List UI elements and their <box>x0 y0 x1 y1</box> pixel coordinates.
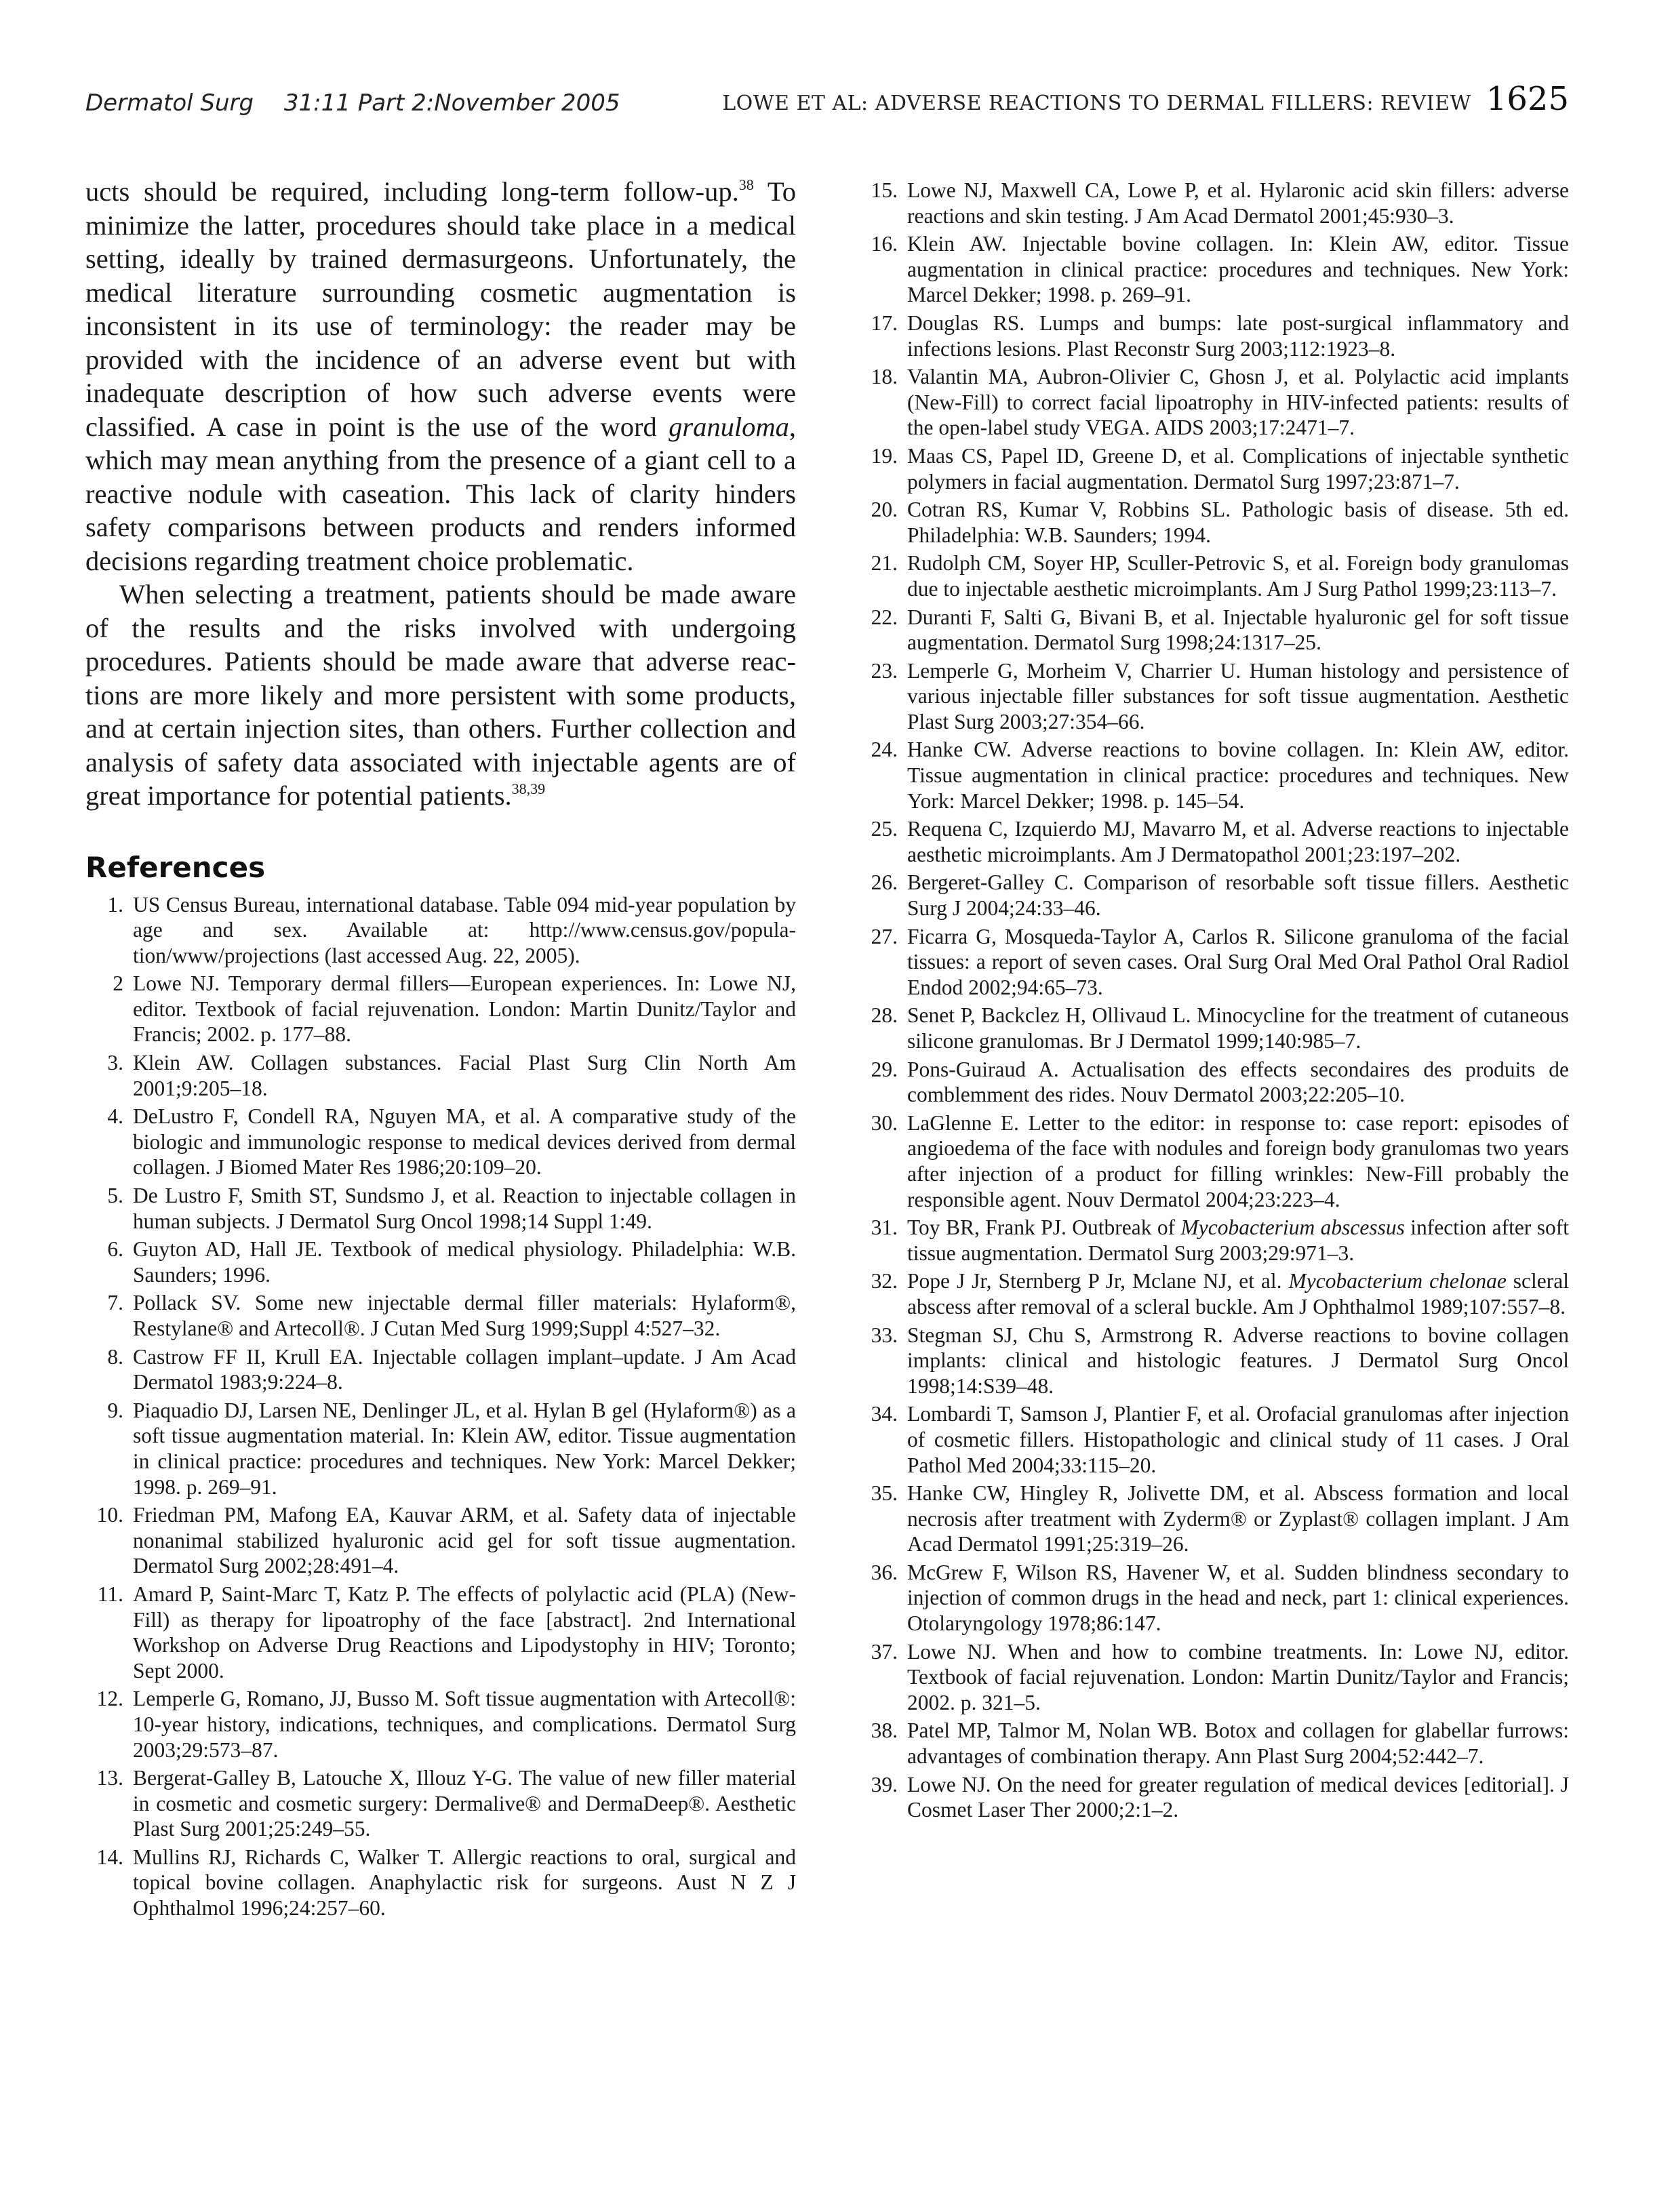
body-text: ucts should be required, including long-term follow-up. <box>85 176 739 207</box>
reference-number: 36. <box>871 1560 898 1584</box>
right-column <box>856 178 1569 1826</box>
reference-text: Rudolph CM, Soyer HP, Sculler-Petrovic S, et al. Foreign body granulomas due to injectable aesthetic microimplants. Am J Surg Pathol 1999;23:113–7. <box>907 551 1569 601</box>
reference-text: Lemperle G, Romano, JJ, Busso M. Soft tissue augmentation with Artecoll®: 10-year history, indications, techniques, and complications. Dermatol Surg 2003;29:573–87. <box>133 1687 796 1762</box>
reference-text: Mullins RJ, Richards C, Walker T. Allergic reactions to oral, surgical and topical bovine collagen. Anaphylactic risk for surgeons. Aust N Z J Ophthalmol 1996;24:257–60. <box>133 1845 796 1921</box>
reference-text: Lowe NJ. Temporary dermal fillers—European experiences. In: Lowe NJ, editor. Textbook of facial rejuvenation. London: Martin Dunitz/Taylor and Francis; 2002. p. 177–88. <box>133 971 796 1047</box>
reference-number: 33. <box>871 1323 898 1347</box>
reference-text: De Lustro F, Smith ST, Sundsmo J, et al. Reaction to injectable collagen in human subjects. J Dermatol Surg Oncol 1998;14 Suppl 1:49. <box>133 1184 796 1233</box>
reference-number: 7. <box>107 1291 123 1315</box>
reference-number: 5. <box>107 1184 123 1208</box>
reference-number: 37. <box>871 1639 898 1664</box>
reference-number: 14. <box>96 1845 123 1869</box>
reference-text: Bergeret-Galley C. Comparison of resorbable soft tissue fillers. Aesthetic Surg J 2004;24:33–46. <box>907 870 1569 921</box>
reference-item <box>85 1104 796 1180</box>
reference-number: 1. <box>107 892 123 917</box>
reference-number: 15. <box>871 178 898 202</box>
reference-text: Lowe NJ, Maxwell CA, Lowe P, et al. Hylaronic acid skin fillers: adverse reactions and skin testing. J Am Acad Dermatol 2001;45:930–3. <box>907 178 1569 228</box>
reference-text: Hanke CW, Hingley R, Jolivette DM, et al. Abscess formation and local necrosis after treatment with Zyderm® or Zyplast® collagen implant. J Am Acad Dermatol 1991;25:319–26. <box>907 1481 1569 1556</box>
reference-number: 11. <box>97 1582 123 1606</box>
reference-item <box>85 971 796 1047</box>
reference-text-part: Toy BR, Frank PJ. Outbreak of <box>907 1215 1181 1240</box>
references-heading: References <box>85 850 266 884</box>
citation-superscript: 38 <box>738 176 754 193</box>
reference-number: 8. <box>107 1344 123 1369</box>
reference-item <box>856 1401 1569 1478</box>
body-text: To minimize the latter, procedures should take place in a medical setting, ideally by trained dermasurgeons. Unfortunately, the medical literature surrounding cosmetic augmentation is inconsistent in its use of terminology: the reader may be provided with the incidence of an adverse event but with inadequate description of how such adverse events were classified. A case in point is the use of the word <box>85 176 796 442</box>
reference-number: 34. <box>871 1402 898 1426</box>
reference-item <box>85 1183 796 1234</box>
reference-item <box>856 1268 1569 1319</box>
reference-item <box>856 1772 1569 1823</box>
reference-item <box>85 1398 796 1500</box>
reference-number: 20. <box>871 498 898 522</box>
running-title: LOWE ET AL: ADVERSE REACTIONS TO DERMAL FILLERS: REVIEW <box>722 92 1471 115</box>
reference-item <box>856 1110 1569 1212</box>
reference-text: Lowe NJ. When and how to combine treatments. In: Lowe NJ, editor. Textbook of facial rejuvenation. London: Martin Dunitz/Taylor and Francis; 2002. p. 321–5. <box>907 1639 1569 1714</box>
italic-term: granuloma <box>669 411 789 442</box>
reference-text: Patel MP, Talmor M, Nolan WB. Botox and collagen for glabellar furrows: advantages of combination therapy. Ann Plast Surg 2004;52:442–7. <box>907 1718 1569 1769</box>
reference-item <box>85 1290 796 1341</box>
reference-number: 2 <box>113 971 123 996</box>
reference-text: Lowe NJ. On the need for greater regulation of medical devices [editorial]. J Cosmet Laser Ther 2000;2:1–2. <box>907 1772 1569 1822</box>
reference-item <box>856 1481 1569 1557</box>
header-right <box>722 80 1569 118</box>
reference-item <box>85 1582 796 1683</box>
reference-text: Lemperle G, Morheim V, Charrier U. Human histology and persistence of various injectable filler substances for soft tissue augmentation. Aesthetic Plast Surg 2003;27:354–66. <box>907 658 1569 733</box>
reference-number: 9. <box>107 1398 123 1422</box>
reference-text <box>907 1215 1569 1266</box>
reference-text: Guyton AD, Hall JE. Textbook of medical physiology. Philadelphia: W.B. Saunders; 1996. <box>133 1237 796 1287</box>
reference-number: 21. <box>871 551 898 576</box>
reference-text: Piaquadio DJ, Larsen NE, Denlinger JL, et al. Hylan B gel (Hylaform®) as a soft tissue augmentation material. In: Klein AW, editor. Tissue augmentation in clinical practice: procedures and techniques. New York: Marcel Dekker; 1998. p. 269–91. <box>133 1398 796 1499</box>
reference-text: LaGlenne E. Letter to the editor: in response to: case report: episodes of angioedema of the face with nodules and foreign body granulomas two years after injection of a product for filling wrinkles: New-Fill probably the responsible agent. Nouv Dermatol 2004;23:223–4. <box>907 1110 1569 1211</box>
journal-citation: Dermatol Surg 31:11 Part 2:November 2005 <box>85 89 620 117</box>
reference-item <box>85 1845 796 1921</box>
reference-item <box>856 1560 1569 1636</box>
body-text: When selecting a treatment, patients should be made aware of the results and the risks involved with undergoing procedures. Patients should be made aware that adverse reactions are more likely and more persistent with some products, and at certain injection sites, than others. Further collection and analysis of safety data associated with injectable agents are of great importance for potential patients. <box>85 579 796 811</box>
body-paragraph-1 <box>85 175 796 578</box>
reference-item <box>85 1344 796 1395</box>
reference-item <box>85 1502 796 1579</box>
reference-text: US Census Bureau, international database. Table 094 mid-year population by age and sex. Available at: http://www.census.gov/population/www/projections (last accessed Aug. 22, 2005). <box>133 892 796 967</box>
reference-item <box>856 231 1569 308</box>
reference-item <box>856 1323 1569 1399</box>
reference-number: 24. <box>871 738 898 762</box>
reference-item <box>856 1003 1569 1053</box>
reference-item <box>856 816 1569 867</box>
reference-number: 19. <box>871 443 898 468</box>
reference-list-right <box>856 178 1569 1823</box>
reference-text-part: Pope J Jr, Sternberg P Jr, Mclane NJ, et al. <box>907 1269 1289 1293</box>
reference-number: 18. <box>871 365 898 389</box>
left-column <box>85 175 796 1924</box>
reference-item <box>856 605 1569 656</box>
reference-item <box>856 1639 1569 1716</box>
reference-item <box>856 310 1569 361</box>
reference-text: Klein AW. Injectable bovine collagen. In: Klein AW, editor. Tissue augmentation in clinical practice: procedures and techniques. New York: Marcel Dekker; 1998. p. 269–91. <box>907 232 1569 307</box>
reference-text: Pollack SV. Some new injectable dermal filler materials: Hylaform®, Restylane® and Artecoll®. J Cutan Med Surg 1999;Suppl 4:527–32. <box>133 1291 796 1340</box>
reference-item <box>856 443 1569 494</box>
reference-text-part: infection after soft tissue augmentation. Dermatol Surg 2003;29:971–3. <box>907 1215 1570 1265</box>
reference-item <box>856 1215 1569 1266</box>
reference-number: 3. <box>107 1051 123 1075</box>
reference-text: Valantin MA, Aubron-Olivier C, Ghosn J, et al. Polylactic acid implants (New-Fill) to correct facial lipoatrophy in HIV-infected patients: results of the open-label study VEGA. AIDS 2003;17:2471–7. <box>907 365 1569 440</box>
reference-number: 38. <box>871 1718 898 1743</box>
reference-number: 28. <box>871 1003 898 1028</box>
page-number: 1625 <box>1486 80 1569 118</box>
reference-text: McGrew F, Wilson RS, Havener W, et al. Sudden blindness secondary to injection of common drugs in the head and neck, part 1: clinical experiences. Otolaryngology 1978;86:147. <box>907 1560 1569 1636</box>
reference-item <box>856 178 1569 228</box>
reference-item <box>856 924 1569 1001</box>
reference-number: 31. <box>871 1215 898 1240</box>
reference-text: DeLustro F, Condell RA, Nguyen MA, et al. A comparative study of the biologic and immunologic response to medical devices derived from dermal collagen. J Biomed Mater Res 1986;20:109–20. <box>133 1104 796 1180</box>
reference-text: Douglas RS. Lumps and bumps: late post-surgical inflammatory and infections lesions. Plast Reconstr Surg 2003;112:1923–8. <box>907 310 1569 361</box>
reference-number: 25. <box>871 817 898 841</box>
reference-text: Duranti F, Salti G, Bivani B, et al. Injectable hyaluronic gel for soft tissue augmentation. Dermatol Surg 1998;24:1317–25. <box>907 605 1569 655</box>
reference-text: Friedman PM, Mafong EA, Kauvar ARM, et al. Safety data of injectable nonanimal stabilized hyaluronic acid gel for soft tissue augmentation. Dermatol Surg 2002;28:491–4. <box>133 1503 796 1578</box>
reference-number: 6. <box>107 1237 123 1262</box>
reference-text-part: scleral abscess after removal of a scleral buckle. Am J Ophthalmol 1989;107:557–8. <box>907 1269 1569 1319</box>
reference-item <box>85 1236 796 1287</box>
reference-text: Castrow FF II, Krull EA. Injectable collagen implant–update. J Am Acad Dermatol 1983;9:224–8. <box>133 1344 796 1394</box>
reference-item <box>856 870 1569 921</box>
reference-number: 12. <box>96 1687 123 1711</box>
reference-item <box>856 1057 1569 1108</box>
reference-text: Senet P, Backclez H, Ollivaud L. Minocycline for the treatment of cutaneous silicone granulomas. Br J Dermatol 1999;140:985–7. <box>907 1003 1569 1053</box>
reference-text <box>907 1268 1569 1319</box>
reference-item <box>856 737 1569 813</box>
page-header <box>85 80 1569 127</box>
reference-item <box>856 497 1569 548</box>
reference-number: 22. <box>871 605 898 629</box>
reference-item <box>85 892 796 969</box>
italic-organism-name: Mycobacterium abscessus <box>1180 1215 1405 1240</box>
reference-item <box>85 1050 796 1101</box>
reference-item <box>856 658 1569 735</box>
reference-number: 29. <box>871 1057 898 1081</box>
reference-number: 16. <box>871 232 898 256</box>
reference-item <box>856 364 1569 441</box>
reference-number: 17. <box>871 310 898 335</box>
reference-number: 23. <box>871 658 898 683</box>
body-text: , which may mean anything from the presence of a giant cell to a reactive nodule with caseation. This lack of clarity hinders safety comparisons between products and renders informed decisions regarding treatment choice problematic. <box>85 411 796 576</box>
reference-text: Stegman SJ, Chu S, Armstrong R. Adverse reactions to bovine collagen implants: clinical and histologic features. J Dermatol Surg Oncol 1998;14:S39–48. <box>907 1323 1569 1398</box>
reference-number: 35. <box>871 1481 898 1506</box>
reference-text: Cotran RS, Kumar V, Robbins SL. Pathologic basis of disease. 5th ed. Philadelphia: W.B. Saunders; 1994. <box>907 498 1569 547</box>
reference-text: Pons-Guiraud A. Actualisation des effects secondaires des produits de comblemment des rides. Nouv Dermatol 2003;22:205–10. <box>907 1057 1569 1107</box>
reference-text: Ficarra G, Mosqueda-Taylor A, Carlos R. Silicone granuloma of the facial tissues: a report of seven cases. Oral Surg Oral Med Oral Pathol Oral Radiol Endod 2002;94:65–73. <box>907 924 1569 999</box>
reference-number: 39. <box>871 1772 898 1796</box>
reference-text: Amard P, Saint-Marc T, Katz P. The effects of polylactic acid (PLA) (New-Fill) as therapy for lipoatrophy of the face [abstract]. 2nd International Workshop on Adverse Drug Reactions and Lipodystophy in HIV; Toronto; Sept 2000. <box>133 1582 796 1683</box>
reference-number: 30. <box>871 1110 898 1135</box>
citation-superscript: 38,39 <box>511 780 546 797</box>
reference-item <box>85 1765 796 1842</box>
reference-text: Klein AW. Collagen substances. Facial Plast Surg Clin North Am 2001;9:205–18. <box>133 1051 796 1100</box>
reference-number: 10. <box>96 1503 123 1527</box>
reference-list-left <box>85 892 796 1921</box>
reference-item <box>856 1718 1569 1769</box>
reference-text: Requena C, Izquierdo MJ, Mavarro M, et al. Adverse reactions to injectable aesthetic microimplants. Am J Dermatopathol 2001;23:197–202. <box>907 817 1569 866</box>
reference-text: Lombardi T, Samson J, Plantier F, et al. Orofacial granulomas after injection of cosmetic fillers. Histopathologic and clinical study of 11 cases. J Oral Pathol Med 2004;33:115–20. <box>907 1402 1569 1477</box>
reference-number: 4. <box>107 1104 123 1129</box>
reference-item <box>856 550 1569 601</box>
reference-number: 26. <box>871 870 898 895</box>
reference-text: Hanke CW. Adverse reactions to bovine collagen. In: Klein AW, editor. Tissue augmentation in clinical practice: procedures and techniques. New York: Marcel Dekker; 1998. p. 145–54. <box>907 738 1569 813</box>
italic-organism-name: Mycobacterium chelonae <box>1288 1269 1507 1293</box>
body-paragraph-2 <box>85 578 796 813</box>
reference-number: 13. <box>96 1766 123 1790</box>
reference-item <box>85 1686 796 1763</box>
reference-text: Maas CS, Papel ID, Greene D, et al. Complications of injectable synthetic polymers in facial augmentation. Dermatol Surg 1997;23:871–7. <box>907 443 1569 494</box>
reference-text: Bergerat-Galley B, Latouche X, Illouz Y-G. The value of new filler material in cosmetic and cosmetic surgery: Dermalive® and DermaDeep®. Aesthetic Plast Surg 2001;25:249–55. <box>133 1766 796 1841</box>
reference-number: 32. <box>871 1269 898 1293</box>
reference-number: 27. <box>871 924 898 948</box>
